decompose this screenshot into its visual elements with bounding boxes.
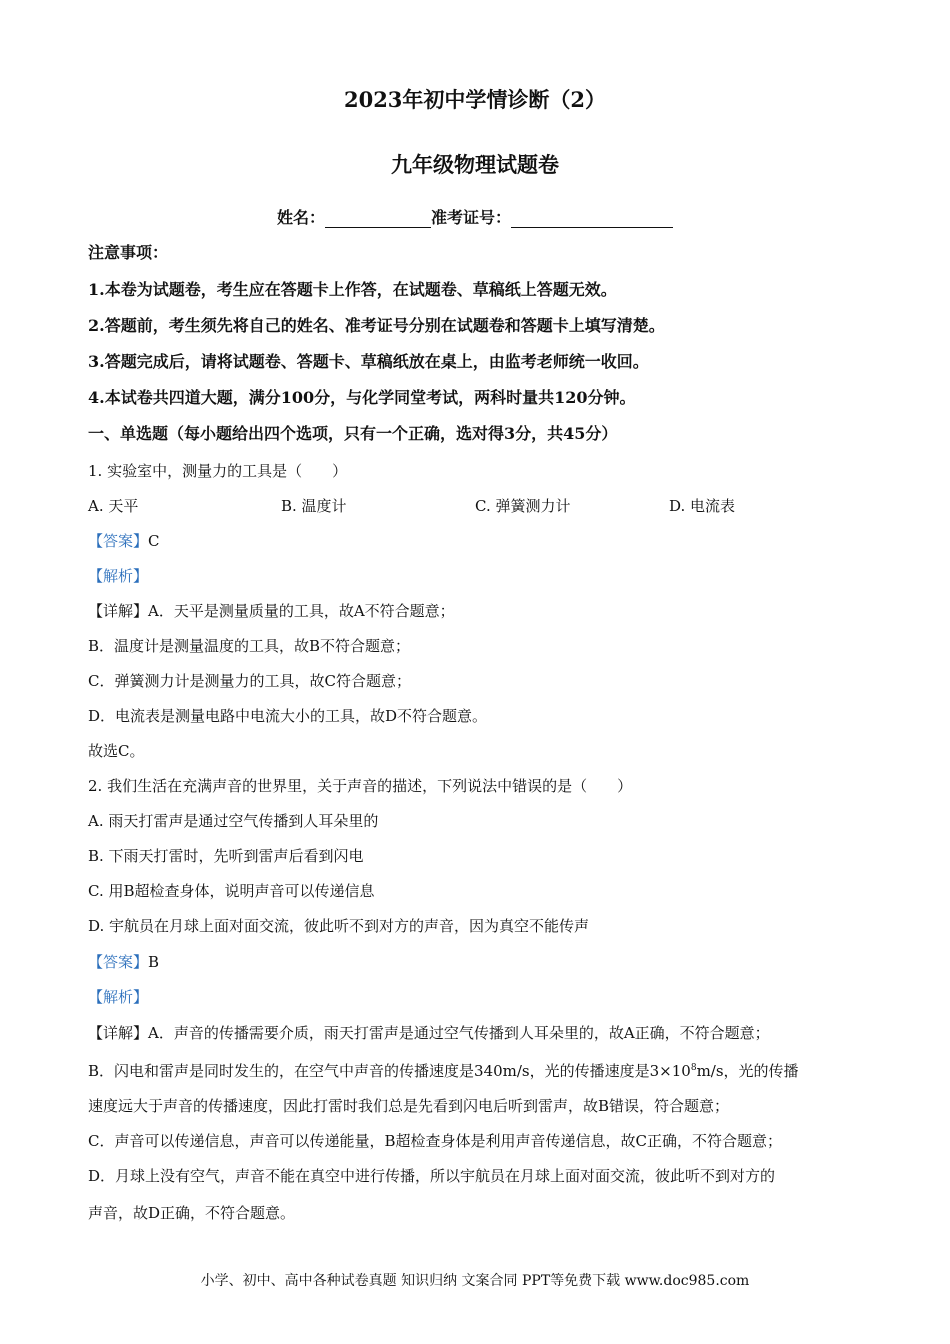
detail-text: 声音，故D正确，不符合题意。 [88, 1204, 296, 1222]
candidate-info [0, 205, 950, 228]
answer-tag: 【答案】 [88, 532, 149, 550]
analysis-tag: 【解析】 [88, 988, 149, 1006]
exam-title: 2023年初中学情诊断（2） [343, 87, 607, 112]
option-a: A. 雨天打雷声是通过空气传播到人耳朵里的 [88, 812, 379, 830]
option-c: C. 用B超检查身体，说明声音可以传递信息 [88, 882, 375, 900]
question-stem: 1. 实验室中，测量力的工具是（ ） [88, 462, 348, 480]
notice-item: 2.答题前，考生须先将自己的姓名、准考证号分别在试题卷和答题卡上填写清楚。 [88, 316, 665, 335]
answer-line [88, 952, 159, 972]
detail-line [88, 601, 455, 621]
option-b: B. 温度计 [281, 497, 347, 515]
detail-text [88, 1058, 799, 1081]
detail-text: C．弹簧测力计是测量力的工具，故C符合题意； [88, 672, 411, 690]
option-c: C. 弹簧测力计 [475, 497, 571, 515]
detail-text: B．温度计是测量温度的工具，故B不符合题意； [88, 637, 411, 655]
section-heading: 一、单选题（每小题给出四个选项，只有一个正确，选对得3分，共45分） [88, 424, 618, 443]
detail-text: A．天平是测量质量的工具，故A不符合题意； [148, 602, 455, 620]
detail-tag: 【详解】 [88, 602, 149, 620]
answer-value: B [148, 953, 160, 971]
detail-text-part: B．闪电和雷声是同时发生的，在空气中声音的传播速度是340m/s，光的传播速度是3×10 [88, 1062, 691, 1080]
detail-text: 速度远大于声音的传播速度，因此打雷时我们总是先看到闪电后听到雷声，故B错误，符合题意； [88, 1097, 730, 1115]
option-d: D. 宇航员在月球上面对面交流，彼此听不到对方的声音，因为真空不能传声 [88, 917, 590, 935]
notice-item: 1.本卷为试题卷，考生应在答题卡上作答，在试题卷、草稿纸上答题无效。 [88, 280, 617, 299]
answer-value: C [148, 532, 160, 550]
detail-text: A．声音的传播需要介质，雨天打雷声是通过空气传播到人耳朵里的，故A正确，不符合题意； [148, 1024, 770, 1042]
exponent: 8 [690, 1063, 697, 1073]
id-label: 准考证号： [431, 208, 512, 227]
page-footer: 小学、初中、高中各种试卷真题 知识归纳 文案合同 PPT等免费下载 www.doc985.com [200, 1273, 750, 1289]
name-label: 姓名： [276, 208, 325, 227]
notice-heading: 注意事项： [88, 243, 169, 262]
exam-subtitle: 九年级物理试题卷 [391, 152, 559, 177]
question-stem: 2. 我们生活在充满声音的世界里，关于声音的描述，下列说法中错误的是（ ） [88, 777, 633, 795]
detail-text: C．声音可以传递信息，声音可以传递能量，B超检查身体是利用声音传递信息，故C正确，不符合题意； [88, 1132, 782, 1150]
answer-tag: 【答案】 [88, 953, 149, 971]
detail-tag: 【详解】 [88, 1024, 149, 1042]
detail-text: D．电流表是测量电路中电流大小的工具，故D不符合题意。 [88, 707, 488, 725]
notice-item: 4.本试卷共四道大题，满分100分，与化学同堂考试，两科时量共120分钟。 [88, 388, 636, 407]
name-blank [325, 211, 431, 228]
id-blank [511, 211, 673, 228]
option-a: A. 天平 [88, 497, 139, 515]
analysis-tag: 【解析】 [88, 567, 149, 585]
option-d: D. 电流表 [669, 497, 736, 515]
answer-line [88, 531, 160, 551]
detail-line [88, 1023, 770, 1043]
detail-text: D．月球上没有空气，声音不能在真空中进行传播，所以宇航员在月球上面对面交流，彼此听不到对方的 [88, 1167, 776, 1185]
option-b: B. 下雨天打雷时，先听到雷声后看到闪电 [88, 847, 364, 865]
detail-text-part: m/s，光的传播 [696, 1062, 799, 1080]
notice-item: 3.答题完成后，请将试题卷、答题卡、草稿纸放在桌上，由监考老师统一收回。 [88, 352, 649, 371]
conclusion-text: 故选C。 [88, 742, 145, 760]
